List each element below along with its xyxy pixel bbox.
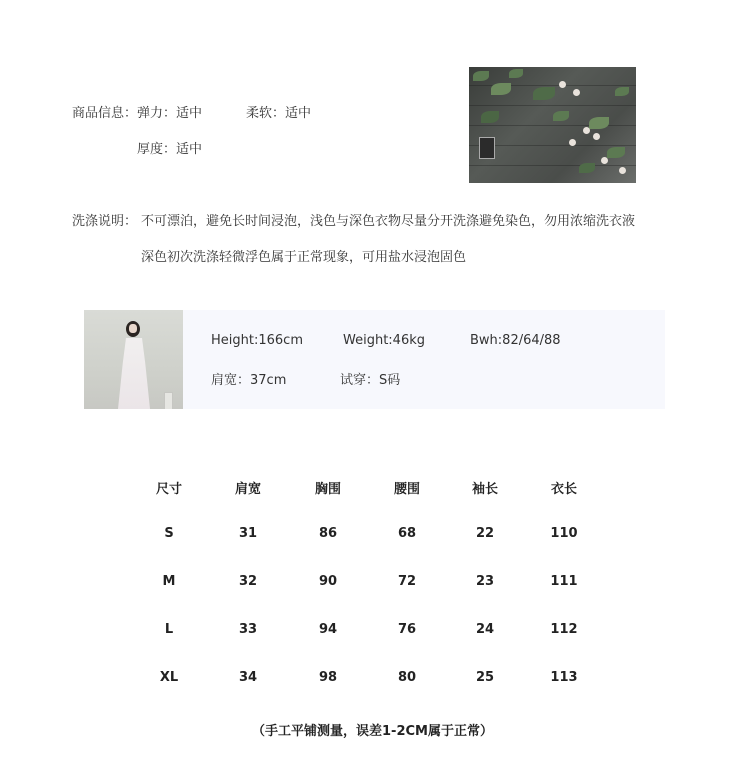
table-cell: 24 [475,622,495,637]
table-cell: 112 [550,622,578,637]
model-photo [84,310,183,409]
table-cell: 110 [550,526,578,541]
size-header-shoulder: 肩宽 [234,482,261,497]
model-bwh: Bwh:82/64/88 [470,333,561,348]
table-cell: 34 [238,670,258,685]
wash-line-2: 深色初次洗涤轻微浮色属于正常现象，可用盐水浸泡固色 [141,250,467,265]
product-info-label: 商品信息： [72,106,138,121]
model-shoulder: 肩宽：37cm [211,373,287,388]
table-cell: 31 [238,526,258,541]
table-cell: S [164,526,174,541]
size-header-size: 尺寸 [155,482,182,497]
wash-line-1: 不可漂泊，避免长时间浸泡，浅色与深色衣物尽量分开洗涤避免染色，勿用浓缩洗衣液 [141,214,636,229]
softness-value: 柔软：适中 [246,106,312,121]
table-cell: XL [159,670,179,685]
table-cell: 25 [475,670,495,685]
table-cell: 80 [397,670,417,685]
size-header-chest: 胸围 [314,482,341,497]
wash-label: 洗涤说明： [72,214,138,229]
fabric-scene-photo [469,67,636,183]
table-cell: 33 [238,622,258,637]
thickness-value: 厚度：适中 [137,142,203,157]
table-cell: 113 [550,670,578,685]
table-cell: M [162,574,176,589]
table-cell: 94 [318,622,338,637]
table-cell: 22 [475,526,495,541]
size-header-waist: 腰围 [393,482,420,497]
model-weight: Weight:46kg [343,333,425,348]
table-cell: 72 [397,574,417,589]
model-try-on: 试穿：S码 [340,373,401,388]
table-cell: 86 [318,526,338,541]
table-cell: 111 [550,574,578,589]
table-cell: 76 [397,622,417,637]
size-header-length: 衣长 [550,482,577,497]
table-cell: 32 [238,574,258,589]
measurement-footnote: （手工平铺测量，误差1-2CM属于正常） [252,724,493,739]
table-cell: 90 [318,574,338,589]
table-cell: L [164,622,174,637]
model-info-card [84,310,665,409]
elasticity-value: 弹力：适中 [137,106,203,121]
table-cell: 98 [318,670,338,685]
table-cell: 23 [475,574,495,589]
model-height: Height:166cm [211,333,303,348]
table-cell: 68 [397,526,417,541]
size-header-sleeve: 袖长 [471,482,498,497]
